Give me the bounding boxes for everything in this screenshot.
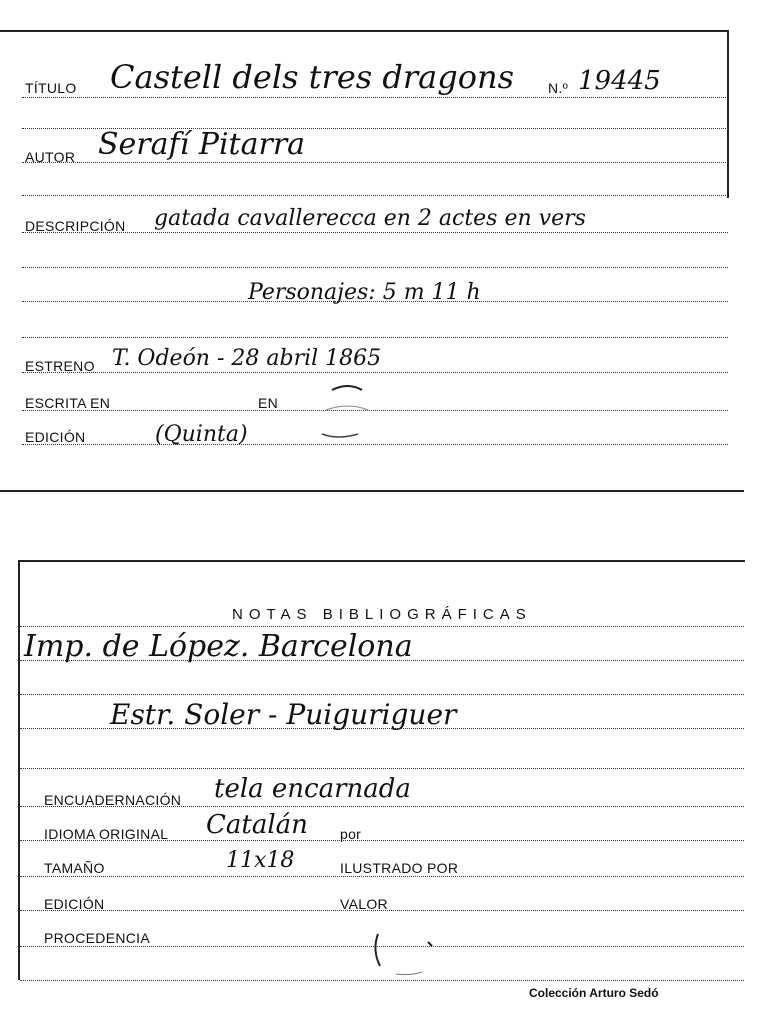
tamano-value: 11x18 [226, 848, 295, 873]
personajes-value: Personajes: 5 m 11 h [248, 280, 481, 305]
dotted-line [22, 267, 728, 268]
dotted-line [20, 876, 744, 877]
card2-left-border [18, 560, 20, 980]
descripcion-label: DESCRIPCIÓN [25, 218, 126, 234]
coleccion-credit: Colección Arturo Sedó [529, 986, 659, 1000]
encuadernacion-value: tela encarnada [214, 774, 411, 804]
notas-title: NOTAS BIBLIOGRÁFICAS [232, 606, 532, 623]
dotted-line [22, 162, 728, 163]
ilustrado-label: ILUSTRADO POR [340, 860, 459, 876]
titulo-value: Castell dels tres dragons [110, 58, 514, 96]
tamano-label: TAMAÑO [44, 860, 105, 876]
dotted-line [20, 694, 744, 695]
estreno-value: T. Odeón - 28 abril 1865 [112, 346, 382, 371]
nota-line-1: Imp. de López. Barcelona [24, 629, 413, 664]
stamp-mark [318, 382, 378, 452]
autor-label: AUTOR [25, 149, 76, 165]
procedencia-label: PROCEDENCIA [44, 930, 150, 946]
card1-bottom-border [0, 490, 744, 492]
dotted-line [22, 337, 728, 338]
idioma-value: Catalán [206, 810, 308, 840]
num-label: N.º [548, 80, 569, 96]
dotted-line [20, 768, 744, 769]
titulo-label: TÍTULO [25, 80, 77, 96]
edicion-label: EDICIÓN [25, 429, 86, 445]
dotted-line [20, 626, 744, 627]
autor-value: Serafí Pitarra [98, 127, 306, 162]
dotted-line [22, 97, 728, 98]
stamp-mark [366, 920, 436, 980]
card1-top-border [0, 30, 729, 32]
descripcion-value: gatada cavallerecca en 2 actes en vers [154, 206, 586, 231]
encuadernacion-label: ENCUADERNACIÓN [44, 792, 182, 808]
card1-right-border [727, 30, 729, 198]
card2-top-border [18, 560, 745, 562]
dotted-line [22, 195, 728, 196]
valor-label: VALOR [340, 896, 388, 912]
edicion2-label: EDICIÓN [44, 896, 105, 912]
edicion-value: (Quinta) [155, 422, 248, 447]
idioma-label: IDIOMA ORIGINAL [44, 826, 169, 842]
num-value: 19445 [578, 66, 661, 96]
por-label: por [340, 826, 362, 842]
en-label: EN [258, 395, 279, 411]
estreno-label: ESTRENO [25, 358, 95, 374]
nota-line-2: Estr. Soler - Puiguriguer [110, 698, 457, 731]
dotted-line [20, 980, 744, 981]
escrita-en-label: ESCRITA EN [25, 395, 111, 411]
